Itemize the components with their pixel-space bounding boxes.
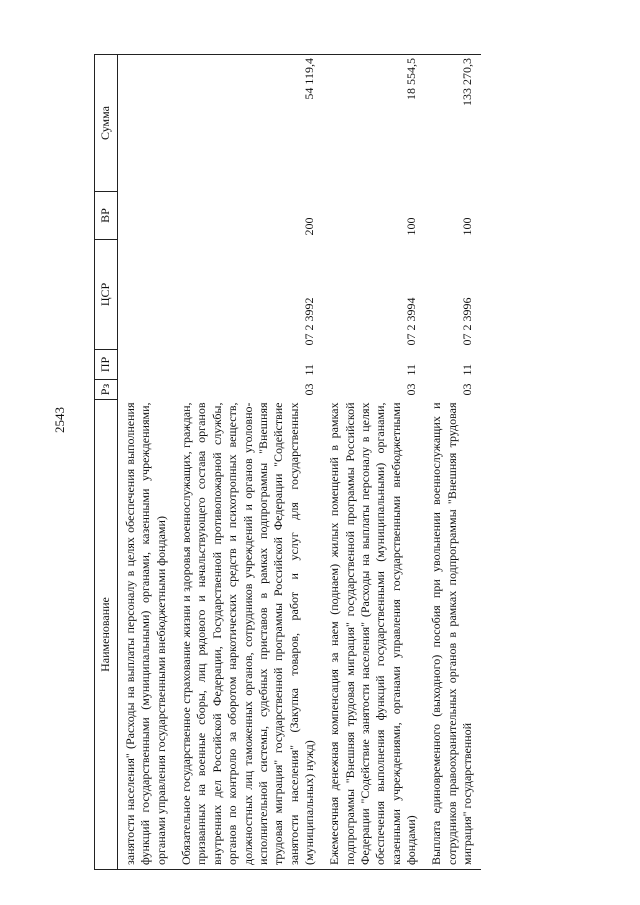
- row-name: Обязательное государственное страхование жизни и здоровья военнослужащих, граждан, призванных на военные сборы, лиц рядового и начальствующего состава органов внутренних дел Российской Федерации, Государственной противопожарной службы, органов по контролю за оборотом наркотических средств и психотропных веществ, должностных лиц таможенных органов, сотрудников учреждений и органов уголовно-исполнительной системы, судебных приставов в рамках подпрограммы "Внешняя трудовая миграция" государственной программы Российской Федерации "Содействие занятости населения" (Закупка товаров, работ и услуг для государственных (муниципальных) нужд): [174, 400, 322, 870]
- row-rz: [118, 380, 175, 400]
- row-sum: 54 119,4: [174, 55, 322, 192]
- row-pr: 11: [404, 363, 419, 376]
- table-row: [424, 55, 480, 870]
- row-csr: 07 2 3992: [301, 297, 316, 346]
- budget-table: [94, 54, 481, 870]
- row-sum: [118, 55, 175, 192]
- row-name: Ежемесячная денежная компенсация за наем (поднаем) жилых помещений в рамках подпрограммы "Внешняя трудовая миграция" государственной программы Российской Федерации "Содействие занятости населения" (Расходы на выплаты персоналу в целях обеспечения выполнения функций государственными (муниципальными) органами, казенными учреждениями, органами управления государственными внебюджетными фондами): [322, 400, 424, 870]
- row-name: Выплата единовременного (выходного) пособия при увольнении военнослужащих и сотрудников правоохранительных органов в рамках подпрограммы "Внешняя трудовая миграция" государственной: [424, 400, 480, 870]
- rotated-page: [94, 55, 614, 870]
- row-rz: 03: [460, 383, 475, 396]
- row-csr: [118, 240, 175, 350]
- table-row: [174, 55, 322, 870]
- table-row: [322, 55, 424, 870]
- row-pr: [118, 350, 175, 380]
- header-vr: ВР: [95, 192, 118, 240]
- header-name: Наименование: [95, 400, 118, 870]
- row-csr: 07 2 3994: [404, 297, 419, 346]
- row-vr: 200: [301, 217, 316, 236]
- header-csr: ЦСР: [95, 240, 118, 350]
- row-sum: 133 270,3: [424, 55, 480, 192]
- row-rz: 03: [404, 383, 419, 396]
- row-rz: 03: [301, 383, 316, 396]
- row-vr: [118, 192, 175, 240]
- page-number: 2543: [52, 407, 67, 433]
- header-rz: Рз: [95, 380, 118, 400]
- table-header-row: [95, 55, 118, 870]
- row-vr: 100: [460, 217, 475, 236]
- header-pr: ПР: [95, 350, 118, 380]
- row-pr: 11: [301, 363, 316, 376]
- row-csr: 07 2 3996: [460, 297, 475, 346]
- header-sum: Сумма: [95, 55, 118, 192]
- table-row: [118, 55, 175, 870]
- row-pr: 11: [460, 363, 475, 376]
- row-vr: 100: [404, 217, 419, 236]
- row-sum: 18 554,5: [322, 55, 424, 192]
- row-name: занятости населения" (Расходы на выплаты персоналу в целях обеспечения выполнения функций государственными (муниципальными) органами, казенными учреждениями, органами управления государственными внебюджетными фондами): [118, 400, 175, 870]
